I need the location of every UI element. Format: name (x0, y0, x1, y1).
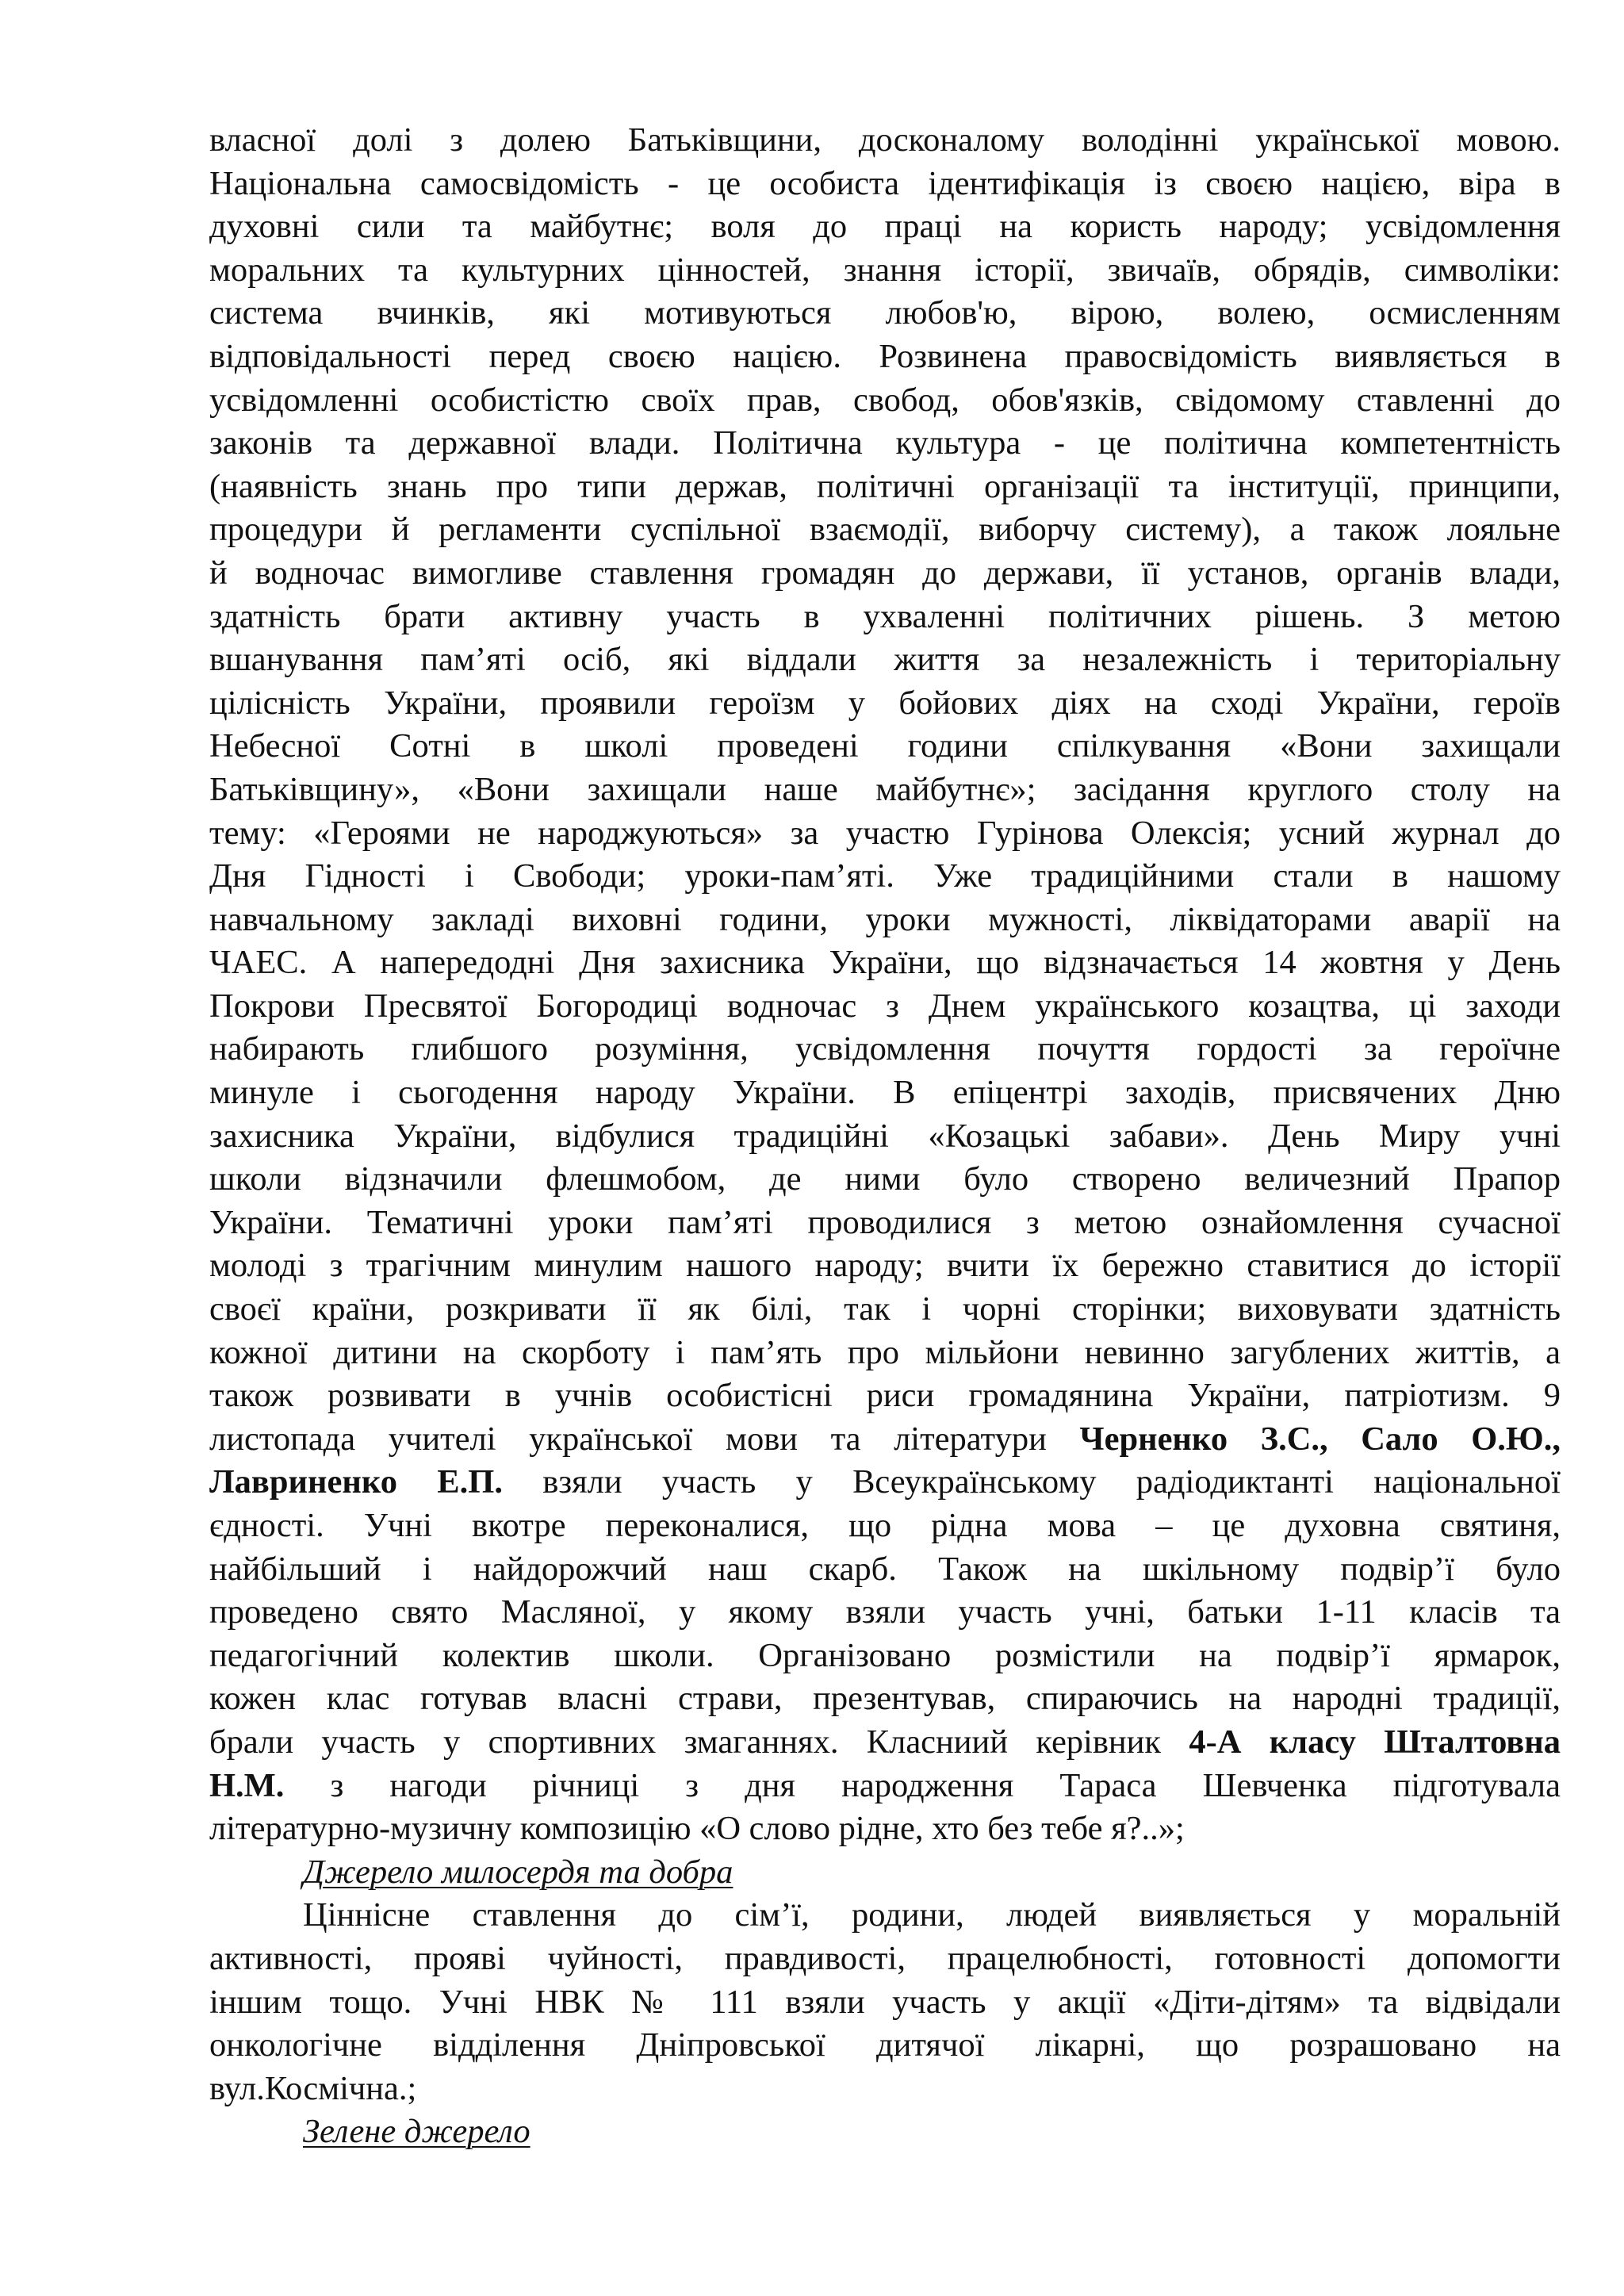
text-line: відповідальності перед своєю нацією. Розвинена правосвідомість виявляється в (209, 337, 1561, 375)
text-line: найбільший і найдорожчий наш скарб. Також на шкільному подвір’ї було (209, 1550, 1561, 1588)
text-line: набирають глибшого розуміння, усвідомлення почуття гордості за героїчне (209, 1030, 1561, 1068)
text-line: України. Тематичні уроки пам’яті проводилися з метою ознайомлення сучасної (209, 1203, 1561, 1241)
text-line: навчальному закладі виховні години, уроки мужності, ліквідаторами аварії на (209, 900, 1561, 938)
text-line: літературно-музичну композицію «О слово рідне, хто без тебе я?..»; (209, 1810, 1185, 1848)
text-line: Батьківщину», «Вони захищали наше майбутнє»; засідання круглого столу на (209, 770, 1561, 808)
text-line: Національна самосвідомість - це особиста ідентифікація із своєю нацією, віра в (209, 164, 1561, 202)
text-line: педагогічний колектив школи. Організовано розмістили на подвір’ї ярмарок, (209, 1636, 1561, 1674)
text-line (209, 1418, 1561, 1462)
text-line: система вчинків, які мотивуються любов'ю, вірою, волею, осмисленням (209, 294, 1561, 332)
text-line: тему: «Героями не народжуються» за участю Гурінова Олексія; усний журнал до (209, 814, 1561, 852)
text-line: кожен клас готував власні страви, презентував, спираючись на народні традиції, (209, 1680, 1561, 1718)
text-line: ЧАЕС. А напередодні Дня захисника України, що відзначається 14 жовтня у День (209, 944, 1561, 982)
section-heading-mercy (209, 1851, 1561, 1895)
text-line: кожної дитини на скорботу і пам’ять про мільйони невинно загублених життів, а (209, 1333, 1561, 1371)
teacher-name-bold: Лавриненко Е.П. (209, 1463, 503, 1501)
text-line: моральних та культурних цінностей, знання історії, звичаїв, обрядів, символіки: (209, 251, 1561, 289)
text-line: Ціннісне ставлення до сім’ї, родини, людей виявляється у моральній (303, 1896, 1561, 1934)
paragraph-family-values (209, 1894, 1561, 2110)
text-line: онкологічне відділення Дніпровської дитячої лікарні, що розрашовано на (209, 2026, 1561, 2064)
text-line: цілісність України, проявили героїзм у бойових діях на сході України, героїв (209, 684, 1561, 722)
text-line: духовні сили та майбутнє; воля до праці на користь народу; усвідомлення (209, 208, 1561, 246)
text-run: брали участь у спортивних змаганнях. Класниий керівник (209, 1723, 1189, 1761)
text-line: й водночас вимогливе ставлення громадян до держави, її установ, органів влади, (209, 554, 1561, 592)
text-line: (наявність знань про типи держав, політичні організації та інституції, принципи, (209, 467, 1561, 505)
text-line: усвідомленні особистістю своїх прав, свобод, обов'язків, свідомому ставленні до (209, 381, 1561, 419)
class-teacher-bold: 4-А класу Шталтовна (1189, 1723, 1561, 1761)
section-heading-text: Джерело милосердя та добра (303, 1853, 733, 1891)
text-line (209, 1461, 1561, 1504)
text-line: активності, прояві чуйності, правдивості, працелюбності, готовності допомогти (209, 1939, 1561, 1977)
text-line: проведено свято Масляної, у якому взяли участь учні, батьки 1-11 класів та (209, 1593, 1561, 1631)
text-line: Покрови Пресвятої Богородиці водночас з Днем українського козацтва, ці заходи (209, 987, 1561, 1025)
text-line: власної долі з долею Батьківщини, досконалому володінні української мовою. (209, 121, 1561, 159)
section-heading-text: Зелене джерело (303, 2113, 530, 2151)
text-run: листопада учителі української мови та літератури (209, 1420, 1080, 1458)
text-line: здатність брати активну участь в ухваленні політичних рішень. З метою (209, 597, 1561, 635)
text-line (209, 1721, 1561, 1765)
text-line: вшанування пам’яті осіб, які віддали життя за незалежність і територіальну (209, 641, 1561, 679)
text-line: іншим тощо. Учні НВК № 111 взяли участь у акції «Діти-дітям» та відвідали (209, 1983, 1561, 2021)
text-line: єдності. Учні вкотре переконалися, що рідна мова – це духовна святиня, (209, 1507, 1561, 1544)
text-line: школи відзначили флешмобом, де ними було створено величезний Прапор (209, 1160, 1561, 1198)
text-run: взяли участь у Всеукраїнському радіодиктанті національної (502, 1463, 1561, 1501)
document-page (209, 119, 1561, 2154)
text-line: своєї країни, розкривати її як білі, так і чорні сторінки; виховувати здатність (209, 1290, 1561, 1328)
text-line: процедури й регламенти суспільної взаємодії, виборчу систему), а також лояльне (209, 511, 1561, 549)
text-line (209, 1765, 1561, 1808)
text-line: захисника України, відбулися традиційні «Козацькі забави». День Миру учні (209, 1117, 1561, 1155)
text-line: законів та державної влади. Політична культура - це політична компетентність (209, 424, 1561, 462)
text-line: молоді з трагічним минулим нашого народу; вчити їх бережно ставитися до історії (209, 1247, 1561, 1285)
text-line: минуле і сьогодення народу України. В епіцентрі заходів, присвячених Дню (209, 1074, 1561, 1112)
section-heading-green (209, 2110, 1561, 2154)
teacher-names-bold: Черненко З.С., Сало О.Ю., (1079, 1420, 1561, 1458)
class-teacher-initials-bold: Н.М. (209, 1766, 285, 1804)
text-run: з нагоди річниці з дня народження Тараса Шевченка підготувала (284, 1766, 1561, 1804)
text-line: вул.Космічна.; (209, 2069, 417, 2107)
text-line: також розвивати в учнів особистісні риси громадянина України, патріотизм. 9 (209, 1377, 1561, 1415)
text-line: Небесної Сотні в школі проведені години спілкування «Вони захищали (209, 727, 1561, 765)
paragraph-civic-education (209, 119, 1561, 1851)
text-line: Дня Гідності і Свободи; уроки-пам’яті. Уже традиційними стали в нашому (209, 857, 1561, 895)
